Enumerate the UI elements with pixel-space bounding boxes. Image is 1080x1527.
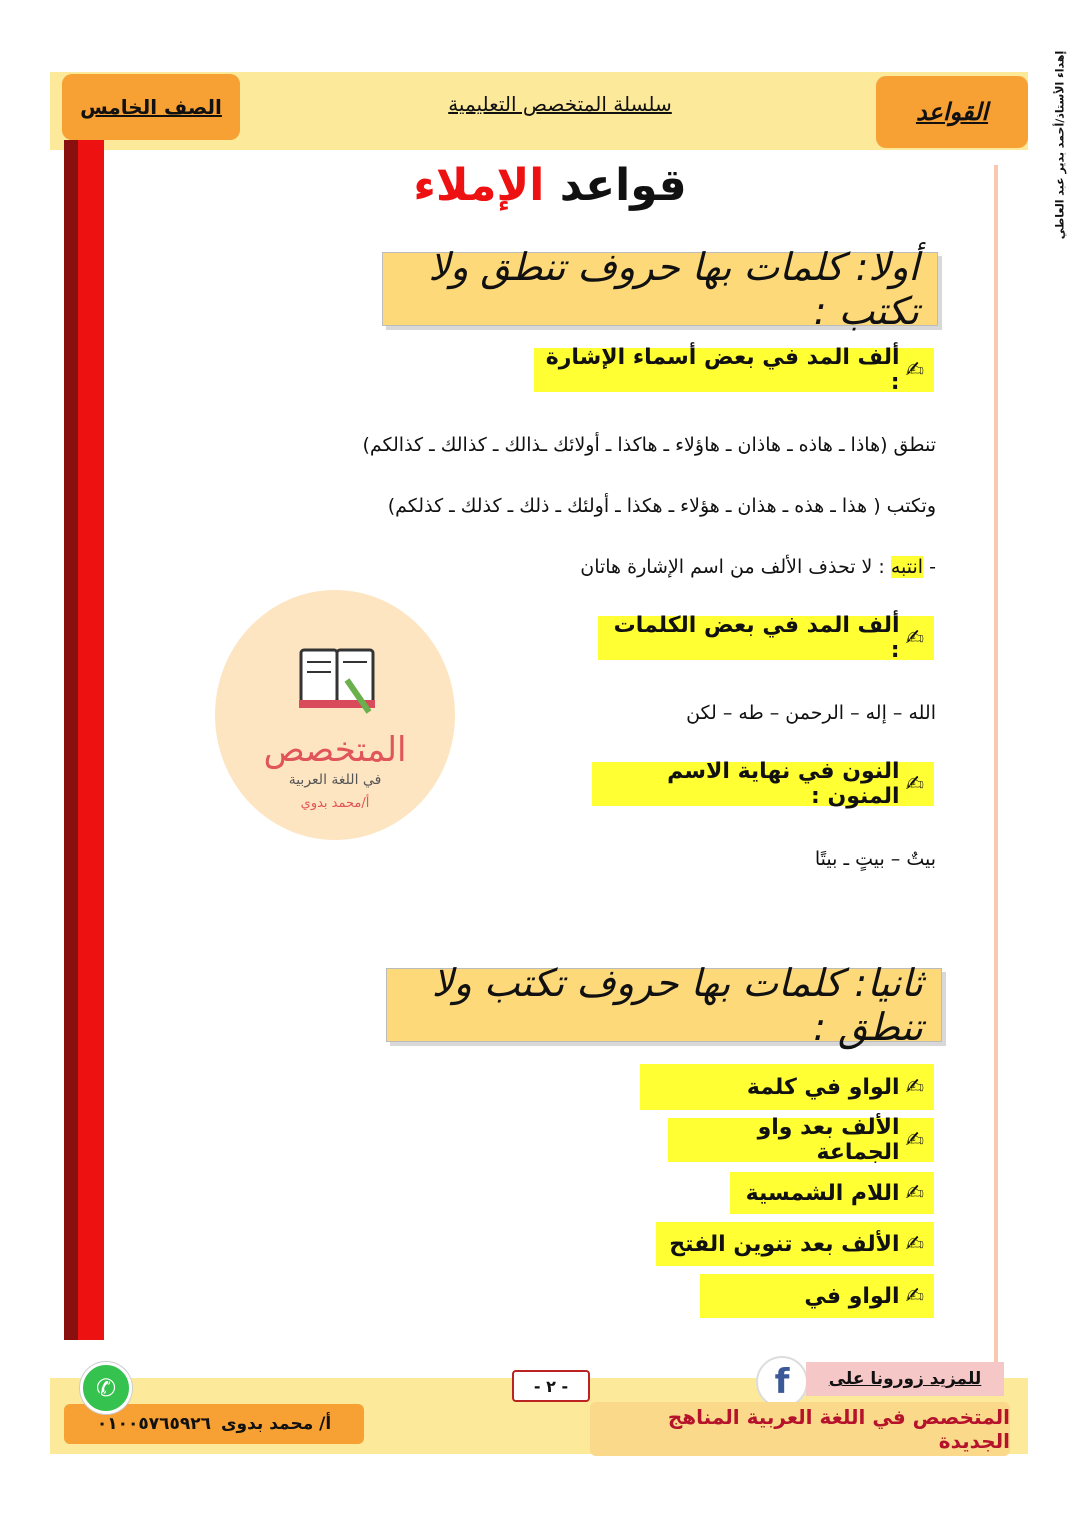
row-label-text: الواو في	[804, 1283, 900, 1309]
note-prefix: -	[923, 556, 936, 578]
section1-heading: أولا: كلمات بها حروف تنطق ولا تكتب :	[382, 252, 938, 326]
sub3-label-text: النون في نهاية الاسم المنون :	[667, 759, 900, 809]
row-label	[668, 1115, 934, 1165]
page-title	[400, 160, 700, 230]
subject-tag: القواعد	[876, 76, 1028, 148]
sub1-label-text: ألف المد في بعض أسماء الإشارة :	[545, 345, 900, 395]
title-part1: قواعد	[559, 160, 687, 211]
writing-hand-icon: ✍	[905, 1231, 924, 1257]
row-label	[700, 1274, 934, 1318]
side-credit	[1040, 20, 1080, 270]
sub2-label-text: ألف المد في بعض الكلمات :	[613, 613, 900, 663]
brand-banner: المتخصص في اللغة العربية المناهج الجديدة	[590, 1402, 1010, 1456]
note-word: انتبه	[890, 556, 924, 578]
book-pencil-icon	[295, 640, 385, 720]
writing-hand-icon: ✍	[905, 357, 924, 383]
writing-hand-icon: ✍	[905, 625, 924, 651]
row-label	[730, 1172, 934, 1214]
teacher-phone: ٠١٠٠٥٧٦٥٩٢٦	[96, 1414, 211, 1434]
logo-subtitle: في اللغة العربية	[288, 772, 382, 788]
sub3-label	[592, 759, 934, 809]
logo-author: أ/محمد بدوي	[300, 796, 370, 811]
teacher-name: أ/ محمد بدوى	[220, 1414, 332, 1434]
row-label-text: الألف بعد واو الجماعة	[757, 1115, 900, 1165]
section2-heading: ثانيا: كلمات بها حروف تكتب ولا تنطق :	[386, 968, 942, 1042]
sub2-label	[598, 613, 934, 663]
right-border-line	[994, 165, 998, 1385]
logo-title: المتخصص	[263, 730, 407, 770]
facebook-icon[interactable]: f	[756, 1356, 808, 1408]
writing-hand-icon: ✍	[905, 1283, 924, 1309]
sub3-words: بيتٌ – بيتٍ ـ بيتًا	[814, 848, 936, 870]
sub1-spoken: تنطق (هاذا ـ هاذه ـ هاذان ـ هاؤلاء ـ هاكذا ـ أولائك ـذالك ـ كذالك ـ كذالكم)	[362, 434, 936, 456]
row-label	[656, 1222, 934, 1266]
visit-us-label: للمزيد زورونا على	[806, 1362, 1004, 1396]
whatsapp-icon[interactable]: ✆	[80, 1362, 132, 1414]
row-label	[640, 1064, 934, 1110]
sub1-label	[534, 345, 934, 395]
grade-tag: الصف الخامس	[62, 74, 240, 140]
writing-hand-icon: ✍	[905, 1127, 924, 1153]
row-label-text: الألف بعد تنوين الفتح	[669, 1231, 900, 1257]
row-label-text: اللام الشمسية	[745, 1180, 900, 1206]
side-bar-red	[78, 140, 104, 1340]
writing-hand-icon: ✍	[905, 1074, 924, 1100]
page-number: - ٢ -	[512, 1370, 590, 1402]
row-label-text: الواو في كلمة	[746, 1074, 900, 1100]
sub1-note	[580, 556, 936, 578]
writing-hand-icon: ✍	[905, 1180, 924, 1206]
series-title: سلسلة المتخصص التعليمية	[448, 92, 672, 116]
title-part2: الإملاء	[413, 160, 545, 211]
writing-hand-icon: ✍	[905, 771, 924, 797]
sub2-words: الله – إله – الرحمن – طه – لكن	[686, 702, 936, 724]
side-credit-text: إهداء الأستاذ/أحمد بدير عبد العاطي	[1053, 50, 1067, 240]
side-bar-dark	[64, 140, 78, 1340]
sub1-written: وتكتب ( هذا ـ هذه ـ هذان ـ هؤلاء ـ هكذا ـ أولئك ـ ذلك ـ كذلك ـ كذلكم)	[387, 495, 936, 517]
note-text: : لا تحذف الألف من اسم الإشارة هاتان	[580, 556, 891, 578]
